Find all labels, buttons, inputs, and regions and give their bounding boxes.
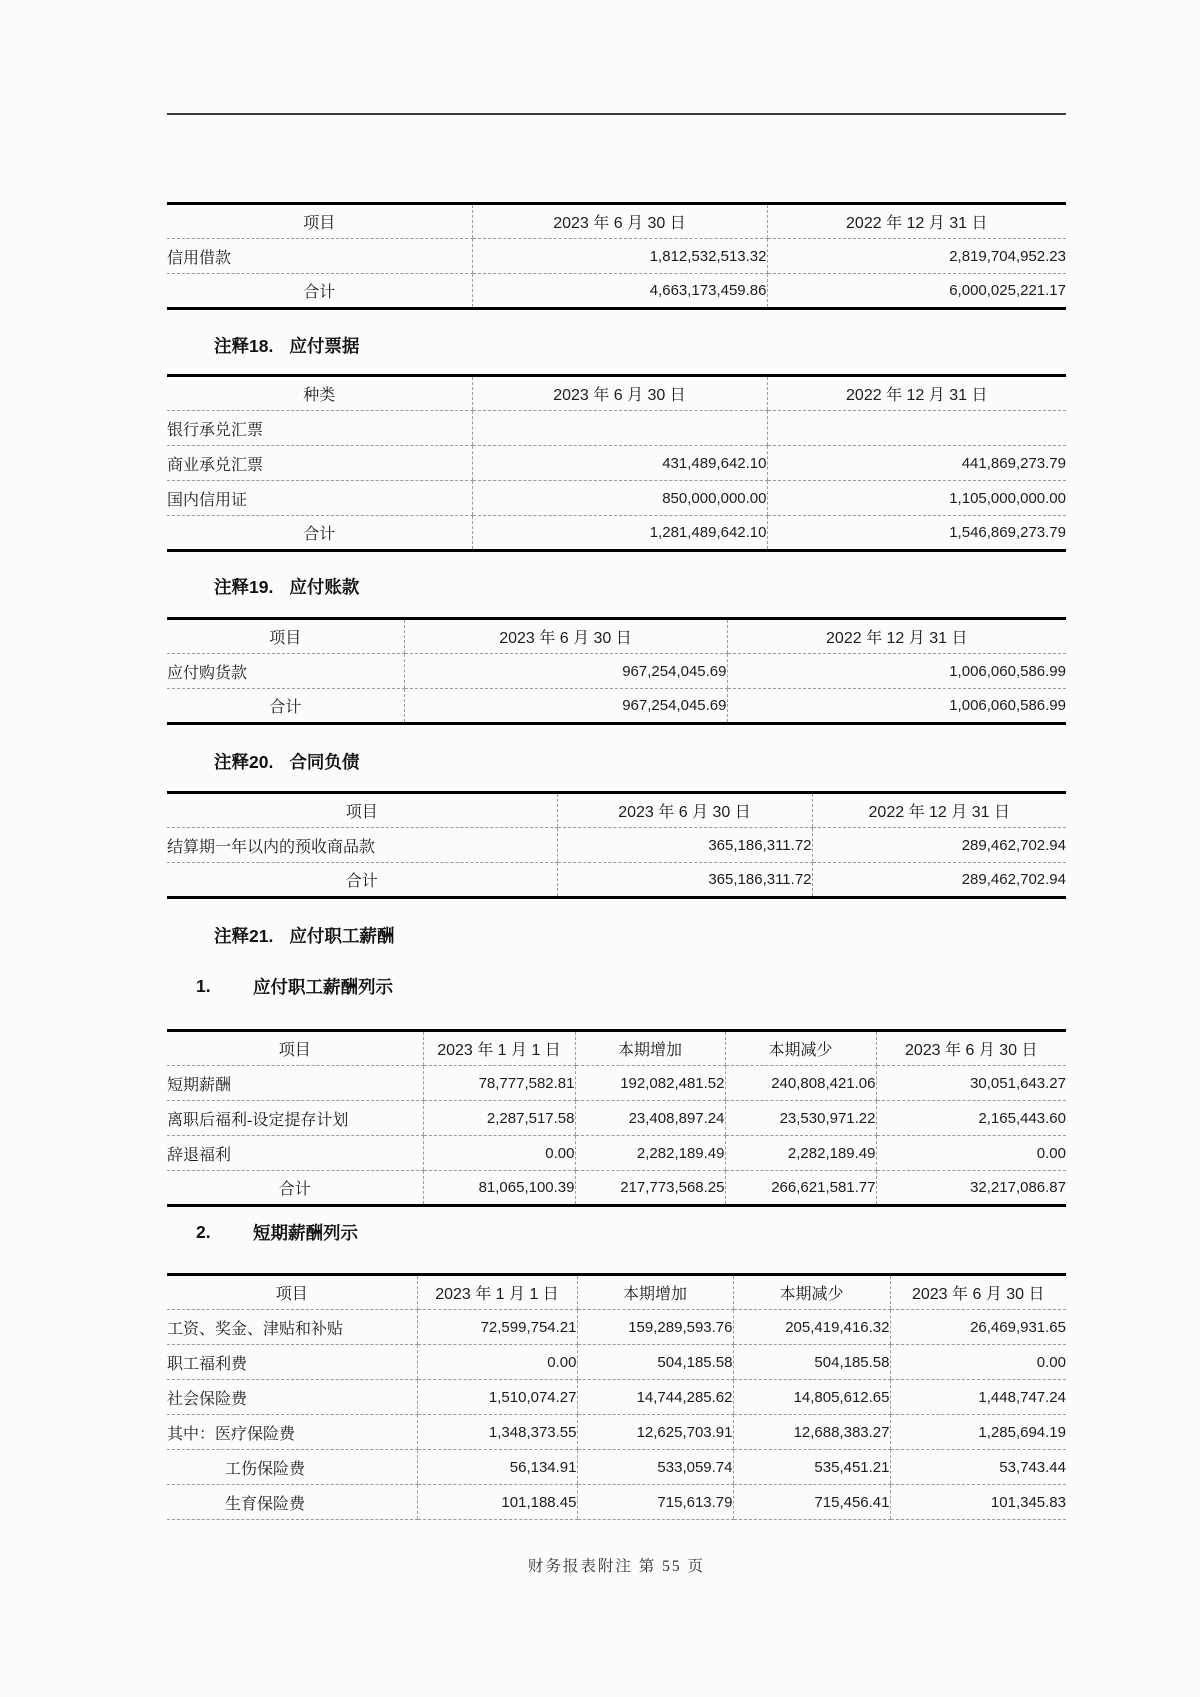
sub-1-number: 1. bbox=[196, 975, 211, 996]
cell-value: 53,743.44 bbox=[890, 1450, 1066, 1485]
cell-value: 23,530,971.22 bbox=[725, 1101, 876, 1136]
row-label: 应付购货款 bbox=[167, 654, 404, 689]
note-19-title: 应付账款 bbox=[289, 576, 360, 597]
cell-value: 1,812,532,513.32 bbox=[472, 239, 767, 274]
table-header-row bbox=[167, 376, 1066, 411]
note-19-heading bbox=[214, 574, 1200, 598]
column-header: 项目 bbox=[167, 1275, 417, 1310]
column-header: 2023 年 1 月 1 日 bbox=[423, 1031, 575, 1066]
row-label: 职工福利费 bbox=[167, 1345, 417, 1380]
column-header: 本期增加 bbox=[575, 1031, 725, 1066]
column-header: 2023 年 6 月 30 日 bbox=[890, 1275, 1066, 1310]
cell-value: 56,134.91 bbox=[417, 1450, 577, 1485]
table-row bbox=[167, 446, 1066, 481]
accounts-payable-table bbox=[167, 617, 1066, 725]
note-19-number: 注释19. bbox=[214, 576, 274, 597]
table-row bbox=[167, 1136, 1066, 1171]
cell-value: 504,185.58 bbox=[577, 1345, 733, 1380]
page-footer: 财务报表附注 第 55 页 bbox=[527, 1558, 706, 1575]
sub-2-number: 2. bbox=[196, 1221, 211, 1242]
row-label: 合计 bbox=[167, 863, 557, 898]
cell-value: 2,819,704,952.23 bbox=[767, 239, 1066, 274]
note-20-number: 注释20. bbox=[214, 751, 274, 772]
cell-value: 0.00 bbox=[423, 1136, 575, 1171]
row-label: 合计 bbox=[167, 1171, 423, 1206]
cell-value bbox=[767, 411, 1066, 446]
column-header: 项目 bbox=[167, 1031, 423, 1066]
table-row bbox=[167, 274, 1066, 309]
short-term-compensation-table bbox=[167, 1273, 1066, 1520]
row-label: 生育保险费 bbox=[167, 1485, 417, 1520]
cell-value: 289,462,702.94 bbox=[812, 828, 1066, 863]
cell-value: 967,254,045.69 bbox=[404, 689, 727, 724]
cell-value: 365,186,311.72 bbox=[557, 828, 812, 863]
cell-value: 533,059.74 bbox=[577, 1450, 733, 1485]
table-row bbox=[167, 239, 1066, 274]
cell-value: 504,185.58 bbox=[733, 1345, 890, 1380]
note-18-heading bbox=[214, 333, 1200, 357]
column-header: 项目 bbox=[167, 204, 472, 239]
cell-value: 1,006,060,586.99 bbox=[727, 689, 1066, 724]
table-header-row bbox=[167, 793, 1066, 828]
table-header-row bbox=[167, 204, 1066, 239]
column-header: 本期增加 bbox=[577, 1275, 733, 1310]
table-row bbox=[167, 481, 1066, 516]
cell-value: 715,456.41 bbox=[733, 1485, 890, 1520]
cell-value: 0.00 bbox=[876, 1136, 1066, 1171]
column-header: 种类 bbox=[167, 376, 472, 411]
cell-value: 12,625,703.91 bbox=[577, 1415, 733, 1450]
table-header-row bbox=[167, 1275, 1066, 1310]
cell-value: 2,165,443.60 bbox=[876, 1101, 1066, 1136]
cell-value: 850,000,000.00 bbox=[472, 481, 767, 516]
note-20-heading bbox=[214, 749, 1200, 773]
note-21-sub-2-heading bbox=[196, 1220, 1200, 1244]
employee-compensation-table bbox=[167, 1029, 1066, 1207]
row-label: 社会保险费 bbox=[167, 1380, 417, 1415]
cell-value: 2,282,189.49 bbox=[575, 1136, 725, 1171]
row-label: 国内信用证 bbox=[167, 481, 472, 516]
cell-value bbox=[472, 411, 767, 446]
column-header: 2023 年 6 月 30 日 bbox=[472, 376, 767, 411]
cell-value: 441,869,273.79 bbox=[767, 446, 1066, 481]
table-row bbox=[167, 1450, 1066, 1485]
cell-value: 217,773,568.25 bbox=[575, 1171, 725, 1206]
cell-value: 1,546,869,273.79 bbox=[767, 516, 1066, 551]
note-21-heading bbox=[214, 923, 1200, 947]
page-header-rule bbox=[167, 113, 1066, 115]
table-row bbox=[167, 1415, 1066, 1450]
contract-liabilities-table bbox=[167, 791, 1066, 899]
cell-value: 431,489,642.10 bbox=[472, 446, 767, 481]
table-row bbox=[167, 1485, 1066, 1520]
table-row bbox=[167, 1380, 1066, 1415]
column-header: 本期减少 bbox=[725, 1031, 876, 1066]
row-label: 工伤保险费 bbox=[167, 1450, 417, 1485]
cell-value: 289,462,702.94 bbox=[812, 863, 1066, 898]
cell-value: 1,348,373.55 bbox=[417, 1415, 577, 1450]
column-header: 项目 bbox=[167, 619, 404, 654]
cell-value: 1,448,747.24 bbox=[890, 1380, 1066, 1415]
table-row bbox=[167, 411, 1066, 446]
note-20-title: 合同负债 bbox=[289, 751, 360, 772]
table-row bbox=[167, 1066, 1066, 1101]
table-row bbox=[167, 1345, 1066, 1380]
cell-value: 1,105,000,000.00 bbox=[767, 481, 1066, 516]
cell-value: 1,006,060,586.99 bbox=[727, 654, 1066, 689]
notes-payable-table bbox=[167, 374, 1066, 552]
row-label: 工资、奖金、津贴和补贴 bbox=[167, 1310, 417, 1345]
cell-value: 0.00 bbox=[890, 1345, 1066, 1380]
cell-value: 266,621,581.77 bbox=[725, 1171, 876, 1206]
table-row bbox=[167, 1310, 1066, 1345]
cell-value: 365,186,311.72 bbox=[557, 863, 812, 898]
row-label: 合计 bbox=[167, 689, 404, 724]
row-label: 其中：医疗保险费 bbox=[167, 1415, 417, 1450]
column-header: 2023 年 1 月 1 日 bbox=[417, 1275, 577, 1310]
cell-value: 535,451.21 bbox=[733, 1450, 890, 1485]
cell-value: 159,289,593.76 bbox=[577, 1310, 733, 1345]
cell-value: 967,254,045.69 bbox=[404, 654, 727, 689]
row-label: 合计 bbox=[167, 516, 472, 551]
cell-value: 81,065,100.39 bbox=[423, 1171, 575, 1206]
table-row bbox=[167, 689, 1066, 724]
row-label: 辞退福利 bbox=[167, 1136, 423, 1171]
cell-value: 30,051,643.27 bbox=[876, 1066, 1066, 1101]
note-18-title: 应付票据 bbox=[289, 335, 360, 356]
table-row bbox=[167, 1101, 1066, 1136]
cell-value: 1,285,694.19 bbox=[890, 1415, 1066, 1450]
column-header: 2022 年 12 月 31 日 bbox=[812, 793, 1066, 828]
table-row bbox=[167, 516, 1066, 551]
borrowings-table-continued bbox=[167, 202, 1066, 310]
cell-value: 14,744,285.62 bbox=[577, 1380, 733, 1415]
cell-value: 0.00 bbox=[417, 1345, 577, 1380]
sub-2-title: 短期薪酬列示 bbox=[253, 1222, 358, 1243]
cell-value: 715,613.79 bbox=[577, 1485, 733, 1520]
cell-value: 78,777,582.81 bbox=[423, 1066, 575, 1101]
row-label: 银行承兑汇票 bbox=[167, 411, 472, 446]
row-label: 信用借款 bbox=[167, 239, 472, 274]
cell-value: 23,408,897.24 bbox=[575, 1101, 725, 1136]
cell-value: 205,419,416.32 bbox=[733, 1310, 890, 1345]
column-header: 2022 年 12 月 31 日 bbox=[767, 376, 1066, 411]
cell-value: 72,599,754.21 bbox=[417, 1310, 577, 1345]
cell-value: 32,217,086.87 bbox=[876, 1171, 1066, 1206]
table-row bbox=[167, 828, 1066, 863]
cell-value: 240,808,421.06 bbox=[725, 1066, 876, 1101]
row-label: 短期薪酬 bbox=[167, 1066, 423, 1101]
table-header-row bbox=[167, 619, 1066, 654]
cell-value: 14,805,612.65 bbox=[733, 1380, 890, 1415]
column-header: 2023 年 6 月 30 日 bbox=[404, 619, 727, 654]
cell-value: 12,688,383.27 bbox=[733, 1415, 890, 1450]
note-21-sub-1-heading bbox=[196, 974, 1200, 998]
column-header: 2023 年 6 月 30 日 bbox=[557, 793, 812, 828]
row-label: 合计 bbox=[167, 274, 472, 309]
note-21-title: 应付职工薪酬 bbox=[289, 925, 395, 946]
cell-value: 6,000,025,221.17 bbox=[767, 274, 1066, 309]
column-header: 项目 bbox=[167, 793, 557, 828]
note-18-number: 注释18. bbox=[214, 335, 274, 356]
column-header: 本期减少 bbox=[733, 1275, 890, 1310]
cell-value: 101,188.45 bbox=[417, 1485, 577, 1520]
cell-value: 4,663,173,459.86 bbox=[472, 274, 767, 309]
cell-value: 1,510,074.27 bbox=[417, 1380, 577, 1415]
table-row bbox=[167, 863, 1066, 898]
column-header: 2022 年 12 月 31 日 bbox=[767, 204, 1066, 239]
note-21-number: 注释21. bbox=[214, 925, 274, 946]
row-label: 离职后福利-设定提存计划 bbox=[167, 1101, 423, 1136]
cell-value: 26,469,931.65 bbox=[890, 1310, 1066, 1345]
column-header: 2022 年 12 月 31 日 bbox=[727, 619, 1066, 654]
cell-value: 2,282,189.49 bbox=[725, 1136, 876, 1171]
row-label: 结算期一年以内的预收商品款 bbox=[167, 828, 557, 863]
cell-value: 192,082,481.52 bbox=[575, 1066, 725, 1101]
sub-1-title: 应付职工薪酬列示 bbox=[253, 976, 393, 997]
column-header: 2023 年 6 月 30 日 bbox=[876, 1031, 1066, 1066]
table-row bbox=[167, 654, 1066, 689]
cell-value: 101,345.83 bbox=[890, 1485, 1066, 1520]
table-row bbox=[167, 1171, 1066, 1206]
row-label: 商业承兑汇票 bbox=[167, 446, 472, 481]
column-header: 2023 年 6 月 30 日 bbox=[472, 204, 767, 239]
table-header-row bbox=[167, 1031, 1066, 1066]
cell-value: 1,281,489,642.10 bbox=[472, 516, 767, 551]
cell-value: 2,287,517.58 bbox=[423, 1101, 575, 1136]
